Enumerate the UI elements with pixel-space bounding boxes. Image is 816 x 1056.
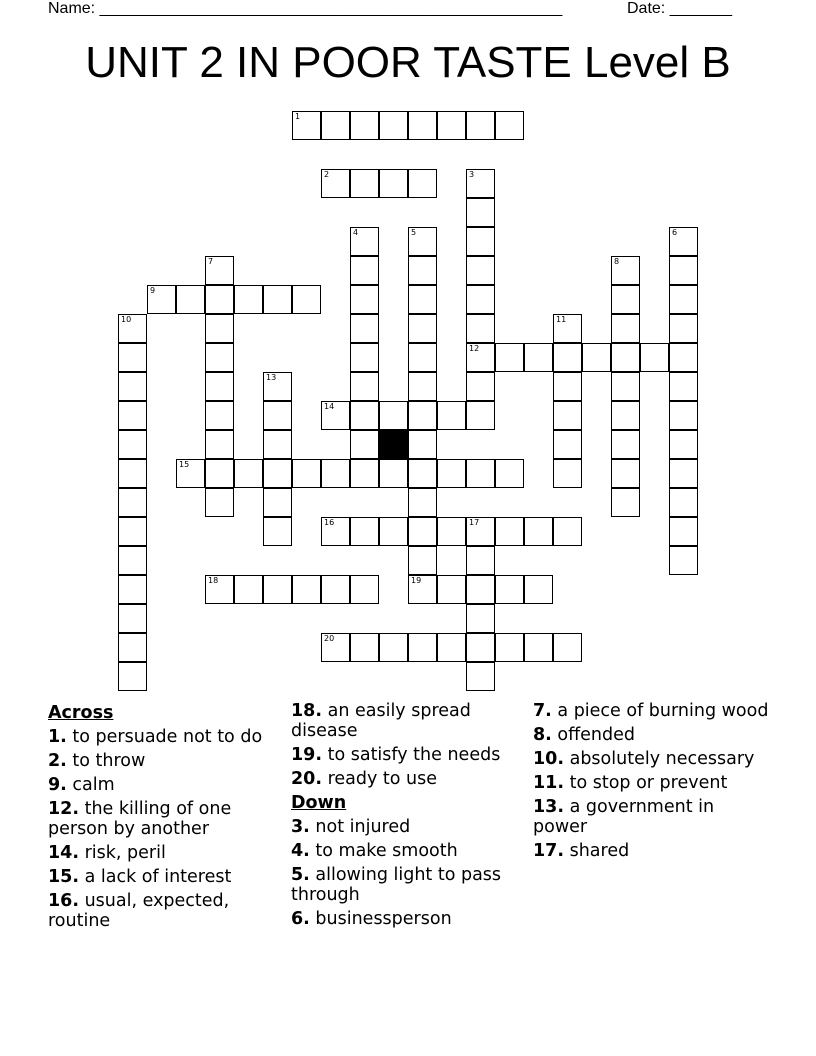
crossword-cell[interactable] <box>495 517 524 546</box>
crossword-cell[interactable] <box>408 488 437 517</box>
crossword-cell[interactable] <box>350 343 379 372</box>
crossword-cell[interactable] <box>321 517 350 546</box>
crossword-cell[interactable] <box>669 401 698 430</box>
crossword-cell[interactable] <box>205 488 234 517</box>
crossword-cell[interactable] <box>263 285 292 314</box>
clue-down-10: 10. absolutely necessary <box>533 749 755 769</box>
crossword-cell[interactable] <box>350 372 379 401</box>
crossword-cell[interactable] <box>437 517 466 546</box>
crossword-cell[interactable] <box>669 546 698 575</box>
crossword-cell[interactable] <box>466 575 495 604</box>
crossword-cell[interactable] <box>669 256 698 285</box>
clue-down-8: 8. offended <box>533 725 636 745</box>
crossword-cell[interactable] <box>495 343 524 372</box>
clue-across-14: 14. risk, peril <box>48 843 166 863</box>
crossword-cell[interactable] <box>553 343 582 372</box>
crossword-cell[interactable] <box>408 111 437 140</box>
crossword-cell[interactable] <box>118 314 147 343</box>
crossword-cell[interactable] <box>205 430 234 459</box>
clue-down-4: 4. to make smooth <box>291 841 458 861</box>
crossword-cell[interactable] <box>350 401 379 430</box>
crossword-cell[interactable] <box>611 314 640 343</box>
crossword-cell[interactable] <box>350 459 379 488</box>
crossword-cell[interactable] <box>553 314 582 343</box>
crossword-cell[interactable] <box>321 401 350 430</box>
crossword-cell[interactable] <box>321 459 350 488</box>
crossword-cell[interactable] <box>350 430 379 459</box>
across-heading: Across <box>48 703 114 723</box>
crossword-cell[interactable] <box>205 575 234 604</box>
crossword-cell[interactable] <box>408 430 437 459</box>
crossword-cell[interactable] <box>234 575 263 604</box>
crossword-cell[interactable] <box>611 256 640 285</box>
clue-number: 6 <box>672 228 678 237</box>
crossword-cell[interactable] <box>263 488 292 517</box>
crossword-cell[interactable] <box>611 430 640 459</box>
clue-number: 11 <box>556 315 567 324</box>
crossword-cell[interactable] <box>437 459 466 488</box>
crossword-cell[interactable] <box>263 430 292 459</box>
crossword-cell[interactable] <box>466 662 495 691</box>
clue-across-1: 1. to persuade not to do <box>48 727 263 747</box>
crossword-cell[interactable] <box>205 459 234 488</box>
crossword-cell[interactable] <box>553 459 582 488</box>
crossword-cell[interactable] <box>611 343 640 372</box>
clue-column-1 <box>48 701 284 935</box>
crossword-cell[interactable] <box>205 401 234 430</box>
crossword-cell[interactable] <box>466 169 495 198</box>
crossword-cell[interactable] <box>466 314 495 343</box>
crossword-cell[interactable] <box>292 459 321 488</box>
crossword-cell[interactable] <box>466 111 495 140</box>
clue-across-2: 2. to throw <box>48 751 146 771</box>
crossword-cell[interactable] <box>292 111 321 140</box>
crossword-cell[interactable] <box>611 459 640 488</box>
crossword-cell[interactable] <box>466 372 495 401</box>
crossword-cell[interactable] <box>408 546 437 575</box>
crossword-cell[interactable] <box>118 430 147 459</box>
clue-number: 20 <box>324 634 335 643</box>
crossword-cell[interactable] <box>495 111 524 140</box>
clue-number: 19 <box>411 576 422 585</box>
clue-number: 7 <box>208 257 214 266</box>
crossword-cell[interactable] <box>611 401 640 430</box>
crossword-cell[interactable] <box>350 633 379 662</box>
crossword-cell[interactable] <box>466 633 495 662</box>
clue-number: 13 <box>266 373 277 382</box>
crossword-cell[interactable] <box>118 575 147 604</box>
clue-number: 14 <box>324 402 335 411</box>
crossword-cell[interactable] <box>669 372 698 401</box>
crossword-cell[interactable] <box>466 227 495 256</box>
crossword-cell[interactable] <box>408 343 437 372</box>
crossword-cell[interactable] <box>263 575 292 604</box>
crossword-cell[interactable] <box>118 343 147 372</box>
clue-number: 3 <box>469 170 475 179</box>
crossword-cell[interactable] <box>669 459 698 488</box>
crossword-cell[interactable] <box>234 285 263 314</box>
clue-across-19: 19. to satisfy the needs <box>291 745 501 765</box>
crossword-cell[interactable] <box>553 633 582 662</box>
crossword-cell[interactable] <box>118 488 147 517</box>
crossword-cell[interactable] <box>263 517 292 546</box>
clue-number: 17 <box>469 518 480 527</box>
crossword-cell[interactable] <box>582 343 611 372</box>
crossword-cell[interactable] <box>263 459 292 488</box>
clue-down-5: 5. allowing light to pass through <box>291 865 502 905</box>
crossword-cell[interactable] <box>118 633 147 662</box>
clue-number: 2 <box>324 170 330 179</box>
crossword-cell[interactable] <box>118 459 147 488</box>
crossword-cell[interactable] <box>611 488 640 517</box>
crossword-cell[interactable] <box>408 575 437 604</box>
clue-number: 15 <box>179 460 190 469</box>
crossword-cell[interactable] <box>408 256 437 285</box>
crossword-cell[interactable] <box>524 343 553 372</box>
crossword-cell[interactable] <box>205 314 234 343</box>
crossword-cell[interactable] <box>350 575 379 604</box>
crossword-cell[interactable] <box>524 517 553 546</box>
crossword-cell[interactable] <box>350 227 379 256</box>
crossword-cell[interactable] <box>379 169 408 198</box>
crossword-cell[interactable] <box>466 285 495 314</box>
crossword-cell[interactable] <box>205 285 234 314</box>
crossword-cell[interactable] <box>669 285 698 314</box>
clue-down-11: 11. to stop or prevent <box>533 773 728 793</box>
crossword-cell[interactable] <box>669 343 698 372</box>
crossword-cell[interactable] <box>205 343 234 372</box>
crossword-cell[interactable] <box>495 459 524 488</box>
crossword-cell[interactable] <box>466 198 495 227</box>
clue-number: 12 <box>469 344 480 353</box>
crossword-cell[interactable] <box>234 459 263 488</box>
crossword-cell[interactable] <box>437 111 466 140</box>
crossword-cell[interactable] <box>118 401 147 430</box>
clue-down-3: 3. not injured <box>291 817 411 837</box>
crossword-cell[interactable] <box>118 604 147 633</box>
crossword-cell[interactable] <box>321 575 350 604</box>
crossword-cell[interactable] <box>408 517 437 546</box>
crossword-cell[interactable] <box>350 517 379 546</box>
crossword-cell[interactable] <box>263 372 292 401</box>
crossword-cell[interactable] <box>466 604 495 633</box>
crossword-cell[interactable] <box>408 372 437 401</box>
crossword-cell[interactable] <box>321 169 350 198</box>
crossword-cell[interactable] <box>553 401 582 430</box>
crossword-cell[interactable] <box>611 285 640 314</box>
crossword-cell[interactable] <box>437 575 466 604</box>
clue-across-9: 9. calm <box>48 775 115 795</box>
crossword-cell[interactable] <box>408 459 437 488</box>
crossword-cell[interactable] <box>524 575 553 604</box>
crossword-cell[interactable] <box>205 372 234 401</box>
crossword-cell[interactable] <box>350 169 379 198</box>
clue-column-3 <box>533 701 769 865</box>
clue-across-16: 16. usual, expected, routine <box>48 891 230 931</box>
crossword-cell[interactable] <box>669 517 698 546</box>
crossword-cell[interactable] <box>118 372 147 401</box>
crossword-cell[interactable] <box>611 372 640 401</box>
crossword-cell[interactable] <box>669 430 698 459</box>
crossword-cell[interactable] <box>466 459 495 488</box>
crossword-cell[interactable] <box>205 256 234 285</box>
clue-number: 9 <box>150 286 156 295</box>
clue-down-7: 7. a piece of burning wood <box>533 701 769 721</box>
crossword-cell[interactable] <box>350 111 379 140</box>
crossword-cell[interactable] <box>408 227 437 256</box>
crossword-cell[interactable] <box>350 256 379 285</box>
crossword-cell[interactable] <box>321 111 350 140</box>
crossword-cell[interactable] <box>118 662 147 691</box>
crossword-cell[interactable] <box>292 575 321 604</box>
crossword-cell[interactable] <box>437 633 466 662</box>
crossword-cell[interactable] <box>466 343 495 372</box>
crossword-cell[interactable] <box>118 546 147 575</box>
crossword-cell[interactable] <box>524 633 553 662</box>
crossword-cell[interactable] <box>350 285 379 314</box>
clue-number: 4 <box>353 228 359 237</box>
clue-across-20: 20. ready to use <box>291 769 438 789</box>
crossword-cell[interactable] <box>466 401 495 430</box>
clue-number: 5 <box>411 228 417 237</box>
crossword-cell[interactable] <box>379 517 408 546</box>
crossword-cell[interactable] <box>437 401 466 430</box>
crossword-cell[interactable] <box>495 633 524 662</box>
crossword-cell[interactable] <box>466 546 495 575</box>
clue-across-15: 15. a lack of interest <box>48 867 232 887</box>
crossword-cell[interactable] <box>495 575 524 604</box>
name-field-label: Name: ____________________________________________________ <box>48 0 563 17</box>
crossword-cell[interactable] <box>669 488 698 517</box>
crossword-cell[interactable] <box>408 169 437 198</box>
clue-down-13: 13. a government in power <box>533 797 715 837</box>
crossword-cell[interactable] <box>669 314 698 343</box>
crossword-cell[interactable] <box>321 633 350 662</box>
clue-across-18: 18. an easily spread disease <box>291 701 471 741</box>
clue-across-12: 12. the killing of one person by another <box>48 799 232 839</box>
crossword-cell[interactable] <box>379 633 408 662</box>
crossword-cell[interactable] <box>408 314 437 343</box>
clue-number: 10 <box>121 315 132 324</box>
crossword-cell[interactable] <box>176 285 205 314</box>
crossword-cell[interactable] <box>553 517 582 546</box>
crossword-cell[interactable] <box>176 459 205 488</box>
crossword-cell[interactable] <box>379 111 408 140</box>
crossword-cell[interactable] <box>640 343 669 372</box>
crossword-cell[interactable] <box>379 459 408 488</box>
date-field-label: Date: _______ <box>627 0 732 17</box>
crossword-cell[interactable] <box>408 401 437 430</box>
clue-number: 18 <box>208 576 219 585</box>
clue-number: 16 <box>324 518 335 527</box>
clue-number: 1 <box>295 112 301 121</box>
crossword-block <box>379 430 408 459</box>
crossword-cell[interactable] <box>669 227 698 256</box>
clue-column-2 <box>291 701 527 933</box>
clue-down-6: 6. businessperson <box>291 909 452 929</box>
crossword-cell[interactable] <box>118 517 147 546</box>
crossword-cell[interactable] <box>379 401 408 430</box>
crossword-cell[interactable] <box>292 285 321 314</box>
crossword-cell[interactable] <box>408 285 437 314</box>
crossword-cell[interactable] <box>263 401 292 430</box>
crossword-cell[interactable] <box>466 256 495 285</box>
crossword-cell[interactable] <box>147 285 176 314</box>
crossword-cell[interactable] <box>553 430 582 459</box>
crossword-cell[interactable] <box>350 314 379 343</box>
clue-number: 8 <box>614 257 620 266</box>
down-heading: Down <box>291 793 347 813</box>
crossword-cell[interactable] <box>408 633 437 662</box>
crossword-cell[interactable] <box>466 517 495 546</box>
page-title: UNIT 2 IN POOR TASTE Level B <box>85 38 731 87</box>
clue-down-17: 17. shared <box>533 841 630 861</box>
crossword-cell[interactable] <box>553 372 582 401</box>
